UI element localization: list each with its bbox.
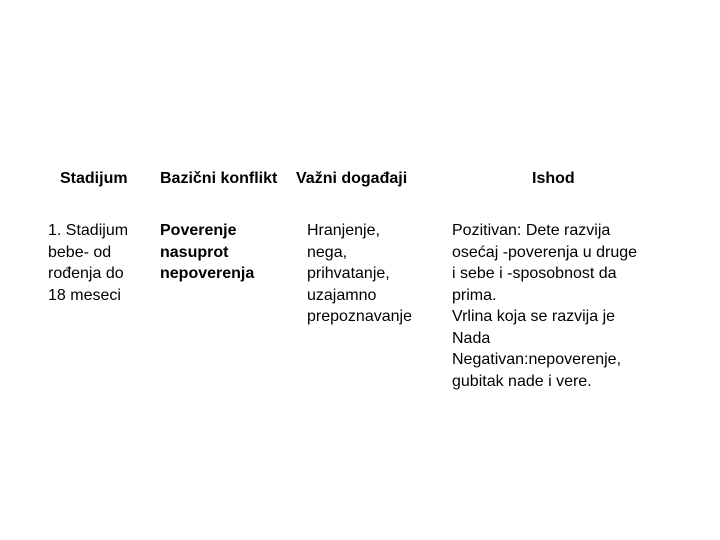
header-outcome: Ishod <box>532 170 575 187</box>
row-1-events: Hranjenje, nega, prihvatanje, uzajamno prepoznavanje <box>307 222 412 325</box>
row-1-outcome: Pozitivan: Dete razvija osećaj -poverenja u druge i sebe i -sposobnost da prima. Vrlina koja se razvija je Nada Negativan:nepoverenje, gubitak nade i vere. <box>452 222 638 390</box>
row-1-conflict: Poverenje nasuprot nepoverenja <box>160 222 255 282</box>
header-events: Važni događaji <box>296 170 408 187</box>
header-stage: Stadijum <box>60 170 128 187</box>
row-1-stage: 1. Stadijum bebe- od rođenja do 18 meseci <box>48 222 129 304</box>
header-conflict: Bazični konflikt <box>160 170 278 187</box>
